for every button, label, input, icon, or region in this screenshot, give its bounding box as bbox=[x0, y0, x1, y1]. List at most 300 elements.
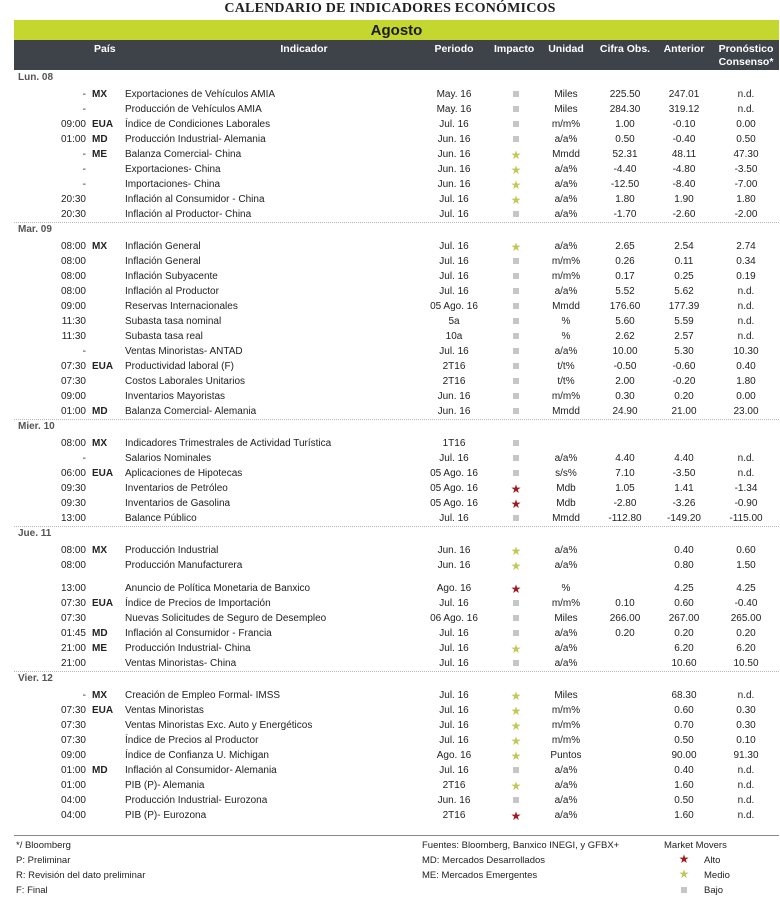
cell-unidad: t/t% bbox=[557, 361, 575, 372]
star-icon: ★ bbox=[510, 582, 522, 596]
cell-pais: MX bbox=[92, 690, 107, 701]
cell-pronostico: n.d. bbox=[737, 765, 755, 776]
impact-cell bbox=[504, 376, 528, 387]
cell-unidad: Miles bbox=[554, 613, 578, 624]
cell-pronostico: n.d. bbox=[737, 468, 755, 479]
cell-anterior: 0.70 bbox=[674, 720, 694, 731]
day-label: Vier. 12 bbox=[18, 673, 53, 684]
cell-pronostico: n.d. bbox=[737, 89, 755, 100]
cell-unidad: m/m% bbox=[551, 720, 581, 731]
cell-anterior: -8.40 bbox=[672, 179, 696, 190]
cell-unidad: a/a% bbox=[554, 241, 578, 252]
cell-cifra: 2.00 bbox=[615, 376, 635, 387]
footer-source: MD: Mercados Desarrollados bbox=[422, 855, 546, 866]
square-icon bbox=[513, 211, 519, 217]
cell-hora: 11:30 bbox=[61, 316, 86, 327]
cell-periodo: Jul. 16 bbox=[439, 598, 469, 609]
cell-pronostico: 0.10 bbox=[736, 735, 756, 746]
cell-cifra: 0.20 bbox=[615, 628, 635, 639]
cell-anterior: 5.59 bbox=[674, 316, 694, 327]
cell-cifra: 0.10 bbox=[615, 598, 635, 609]
table-row bbox=[14, 437, 779, 452]
cell-pronostico: 0.20 bbox=[736, 628, 756, 639]
cell-pais: EUA bbox=[92, 468, 114, 479]
cell-anterior: -0.20 bbox=[672, 376, 696, 387]
table-row bbox=[14, 208, 779, 223]
square-icon bbox=[513, 615, 519, 621]
cell-hora: 06:00 bbox=[60, 468, 86, 479]
square-icon bbox=[513, 797, 519, 803]
cell-periodo: Jul. 16 bbox=[439, 256, 469, 267]
table-row bbox=[14, 315, 779, 330]
cell-unidad: a/a% bbox=[554, 658, 578, 669]
cell-indicador: Subasta tasa nominal bbox=[125, 316, 222, 327]
cell-anterior: 4.25 bbox=[674, 583, 694, 594]
cell-indicador: Exportaciones de Vehículos AMIA bbox=[125, 89, 276, 100]
impact-cell bbox=[504, 780, 528, 793]
square-icon bbox=[513, 91, 519, 97]
cell-cifra: 2.62 bbox=[615, 331, 635, 342]
cell-unidad: a/a% bbox=[554, 560, 578, 571]
cell-pronostico: -115.00 bbox=[729, 513, 763, 524]
impact-cell bbox=[504, 119, 528, 130]
cell-hora: - bbox=[82, 690, 86, 701]
cell-pronostico: n.d. bbox=[737, 316, 755, 327]
cell-cifra: -1.70 bbox=[613, 209, 637, 220]
header-pronostico bbox=[714, 43, 778, 69]
cell-unidad: Miles bbox=[554, 89, 578, 100]
cell-unidad: a/a% bbox=[554, 286, 578, 297]
cell-cifra: 7.10 bbox=[615, 468, 635, 479]
impact-cell bbox=[504, 164, 528, 177]
cell-unidad: Mdb bbox=[556, 498, 576, 509]
cell-unidad: Mmdd bbox=[552, 301, 580, 312]
cell-periodo: Jul. 16 bbox=[439, 194, 469, 205]
day-divider bbox=[14, 526, 779, 527]
star-icon: ★ bbox=[510, 482, 522, 496]
impact-cell bbox=[504, 134, 528, 145]
cell-indicador: Indicadores Trimestrales de Actividad Turística bbox=[125, 438, 332, 449]
footer-rule bbox=[14, 835, 779, 836]
cell-periodo: 05 Ago. 16 bbox=[430, 483, 478, 494]
cell-periodo: Jul. 16 bbox=[439, 658, 469, 669]
table-row bbox=[14, 390, 779, 405]
star-icon: ★ bbox=[510, 544, 522, 558]
table-row bbox=[14, 163, 779, 178]
cell-anterior: 0.25 bbox=[674, 271, 694, 282]
cell-unidad: a/a% bbox=[554, 134, 578, 145]
cell-unidad: a/a% bbox=[554, 795, 578, 806]
cell-hora: 09:00 bbox=[60, 301, 86, 312]
cell-unidad: Mdb bbox=[556, 483, 576, 494]
cell-anterior: -149.20 bbox=[667, 513, 701, 524]
star-icon: ★ bbox=[510, 178, 522, 192]
cell-pronostico: 0.00 bbox=[736, 119, 756, 130]
cell-indicador: Importaciones- China bbox=[125, 179, 221, 190]
impact-cell bbox=[504, 613, 528, 624]
square-icon bbox=[513, 600, 519, 606]
cell-periodo: Jul. 16 bbox=[439, 735, 469, 746]
impact-cell bbox=[504, 765, 528, 776]
cell-anterior: 1.41 bbox=[674, 483, 694, 494]
impact-cell bbox=[504, 598, 528, 609]
table-row bbox=[14, 285, 779, 300]
cell-indicador: Anuncio de Política Monetaria de Banxico bbox=[125, 583, 311, 594]
cell-cifra: 0.30 bbox=[615, 391, 635, 402]
star-icon: ★ bbox=[510, 559, 522, 573]
cell-periodo: Jul. 16 bbox=[439, 643, 469, 654]
impact-cell bbox=[504, 149, 528, 162]
table-row bbox=[14, 512, 779, 527]
cell-periodo: 05 Ago. 16 bbox=[430, 498, 478, 509]
star-icon: ★ bbox=[510, 240, 522, 254]
cell-periodo: Jun. 16 bbox=[437, 164, 471, 175]
table-row bbox=[14, 627, 779, 642]
cell-unidad: a/a% bbox=[554, 545, 578, 556]
cell-hora: 04:00 bbox=[60, 795, 86, 806]
cell-hora: 09:00 bbox=[60, 750, 86, 761]
table-row bbox=[14, 240, 779, 255]
cell-indicador: Inflación al Consumidor - China bbox=[125, 194, 265, 205]
cell-hora: 08:00 bbox=[60, 256, 86, 267]
table-row bbox=[14, 360, 779, 375]
cell-unidad: a/a% bbox=[554, 209, 578, 220]
footer-note: F: Final bbox=[16, 885, 48, 896]
cell-indicador: Reservas Internacionales bbox=[125, 301, 238, 312]
cell-anterior: 177.39 bbox=[668, 301, 700, 312]
star-icon: ★ bbox=[510, 642, 522, 656]
star-icon: ★ bbox=[510, 148, 522, 162]
cell-indicador: Productividad laboral (F) bbox=[125, 361, 234, 372]
impact-cell bbox=[504, 658, 528, 669]
impact-cell bbox=[504, 453, 528, 464]
square-icon bbox=[681, 887, 687, 893]
cell-unidad: Miles bbox=[554, 104, 578, 115]
square-icon bbox=[513, 348, 519, 354]
cell-pronostico: 0.60 bbox=[736, 545, 756, 556]
cell-indicador: Inventarios de Petróleo bbox=[125, 483, 228, 494]
cell-unidad: Puntos bbox=[550, 750, 582, 761]
cell-pronostico: 0.30 bbox=[736, 705, 756, 716]
impact-cell bbox=[504, 179, 528, 192]
cell-periodo: Ago. 16 bbox=[436, 583, 472, 594]
cell-periodo: Jul. 16 bbox=[439, 720, 469, 731]
cell-indicador: Producción Industrial bbox=[125, 545, 219, 556]
impact-cell bbox=[504, 705, 528, 718]
square-icon bbox=[513, 408, 519, 414]
impact-cell bbox=[504, 438, 528, 449]
cell-pronostico: 47.30 bbox=[733, 149, 759, 160]
cell-pais: ME bbox=[92, 149, 107, 160]
header-indicador: Indicador bbox=[280, 43, 328, 55]
header-impacto: Impacto bbox=[494, 43, 535, 55]
cell-periodo: Jul. 16 bbox=[439, 690, 469, 701]
cell-hora: 13:00 bbox=[60, 583, 86, 594]
cell-unidad: m/m% bbox=[551, 391, 581, 402]
table-row bbox=[14, 330, 779, 345]
cell-pais: MD bbox=[92, 134, 108, 145]
cell-periodo: 2T16 bbox=[442, 361, 466, 372]
cell-periodo: Jul. 16 bbox=[439, 286, 469, 297]
cell-indicador: Aplicaciones de Hipotecas bbox=[125, 468, 243, 479]
cell-unidad: m/m% bbox=[551, 119, 581, 130]
cell-pronostico: n.d. bbox=[737, 104, 755, 115]
cell-anterior: -2.60 bbox=[672, 209, 696, 220]
cell-pronostico: 1.80 bbox=[736, 376, 756, 387]
cell-unidad: m/m% bbox=[551, 271, 581, 282]
impact-cell bbox=[504, 735, 528, 748]
cell-pronostico: 10.50 bbox=[733, 658, 759, 669]
cell-hora: 01:00 bbox=[60, 134, 86, 145]
star-icon: ★ bbox=[510, 193, 522, 207]
cell-unidad: a/a% bbox=[554, 765, 578, 776]
cell-anterior: 247.01 bbox=[668, 89, 700, 100]
cell-hora: 07:30 bbox=[60, 705, 86, 716]
star-icon: ★ bbox=[678, 867, 690, 881]
star-icon: ★ bbox=[510, 689, 522, 703]
cell-cifra: -0.50 bbox=[613, 361, 637, 372]
cell-anterior: 0.60 bbox=[674, 598, 694, 609]
square-icon bbox=[513, 393, 519, 399]
cell-hora: 07:30 bbox=[60, 613, 86, 624]
cell-anterior: 2.57 bbox=[674, 331, 694, 342]
star-icon: ★ bbox=[678, 852, 690, 866]
table-row bbox=[14, 88, 779, 103]
cell-unidad: Mmdd bbox=[552, 513, 580, 524]
square-icon bbox=[513, 363, 519, 369]
cell-pais: ME bbox=[92, 643, 107, 654]
cell-unidad: a/a% bbox=[554, 628, 578, 639]
cell-periodo: 2T16 bbox=[442, 810, 466, 821]
cell-periodo: Jul. 16 bbox=[439, 119, 469, 130]
cell-anterior: 0.20 bbox=[674, 391, 694, 402]
impact-cell bbox=[504, 346, 528, 357]
footer-note: P: Preliminar bbox=[16, 855, 71, 866]
cell-hora: 07:30 bbox=[60, 376, 86, 387]
cell-anterior: 48.11 bbox=[671, 149, 697, 160]
cell-cifra: 5.60 bbox=[615, 316, 635, 327]
cell-pais: MX bbox=[92, 545, 107, 556]
cell-unidad: % bbox=[561, 316, 571, 327]
cell-hora: 09:00 bbox=[60, 391, 86, 402]
table-row bbox=[14, 148, 779, 163]
square-icon bbox=[513, 318, 519, 324]
cell-hora: 07:30 bbox=[60, 598, 86, 609]
square-icon bbox=[513, 288, 519, 294]
cell-pais: EUA bbox=[92, 705, 114, 716]
header-pais: País bbox=[94, 43, 116, 55]
table-row bbox=[14, 642, 779, 657]
impact-cell bbox=[504, 241, 528, 254]
table-row bbox=[14, 375, 779, 390]
cell-cifra: 52.31 bbox=[612, 149, 638, 160]
cell-periodo: Jul. 16 bbox=[439, 705, 469, 716]
cell-unidad: a/a% bbox=[554, 194, 578, 205]
footer-source: Fuentes: Bloomberg, Banxico INEGI, y GFBX+ bbox=[422, 840, 620, 851]
cell-hora: - bbox=[82, 104, 86, 115]
cell-pais: MX bbox=[92, 241, 107, 252]
cell-periodo: 05 Ago. 16 bbox=[430, 301, 478, 312]
cell-cifra: 4.40 bbox=[615, 453, 635, 464]
cell-pais: MD bbox=[92, 406, 108, 417]
cell-hora: 08:00 bbox=[60, 241, 86, 252]
cell-pais: EUA bbox=[92, 119, 114, 130]
square-icon bbox=[513, 303, 519, 309]
cell-pronostico: 91.30 bbox=[733, 750, 759, 761]
cell-pais: MD bbox=[92, 628, 108, 639]
cell-pais: EUA bbox=[92, 361, 114, 372]
cell-periodo: 5a bbox=[448, 316, 460, 327]
cell-anterior: 0.80 bbox=[674, 560, 694, 571]
cell-pronostico: 0.19 bbox=[736, 271, 756, 282]
day-label: Jue. 11 bbox=[18, 528, 52, 539]
cell-hora: - bbox=[82, 164, 86, 175]
cell-hora: 01:00 bbox=[60, 765, 86, 776]
cell-periodo: Jun. 16 bbox=[437, 795, 471, 806]
cell-hora: - bbox=[82, 346, 86, 357]
cell-periodo: Jun. 16 bbox=[437, 406, 471, 417]
cell-cifra: 284.30 bbox=[609, 104, 641, 115]
cell-pronostico: n.d. bbox=[737, 780, 755, 791]
star-icon: ★ bbox=[510, 734, 522, 748]
cell-unidad: m/m% bbox=[551, 735, 581, 746]
impact-cell bbox=[504, 795, 528, 806]
cell-anterior: 68.30 bbox=[671, 690, 697, 701]
cell-indicador: Exportaciones- China bbox=[125, 164, 221, 175]
cell-cifra: 10.00 bbox=[612, 346, 638, 357]
cell-indicador: Ventas Minoristas bbox=[125, 705, 204, 716]
cell-pronostico: 6.20 bbox=[736, 643, 756, 654]
table-row bbox=[14, 133, 779, 148]
cell-pais: MX bbox=[92, 89, 107, 100]
square-icon bbox=[513, 630, 519, 636]
impact-cell bbox=[504, 209, 528, 220]
cell-pronostico: 0.00 bbox=[736, 391, 756, 402]
impact-cell bbox=[504, 690, 528, 703]
cell-anterior: 319.12 bbox=[668, 104, 700, 115]
cell-pronostico: -3.50 bbox=[734, 164, 758, 175]
cell-anterior: -0.60 bbox=[672, 361, 696, 372]
cell-cifra: 2.65 bbox=[615, 241, 635, 252]
cell-periodo: 1T16 bbox=[442, 438, 466, 449]
table-row bbox=[14, 794, 779, 809]
cell-pronostico: 1.50 bbox=[736, 560, 756, 571]
star-icon: ★ bbox=[510, 749, 522, 763]
cell-periodo: 05 Ago. 16 bbox=[430, 468, 478, 479]
table-row bbox=[14, 689, 779, 704]
cell-pronostico: 0.50 bbox=[736, 134, 756, 145]
cell-hora: 13:00 bbox=[60, 513, 86, 524]
cell-pais: EUA bbox=[92, 598, 114, 609]
month-bar: Agosto bbox=[14, 20, 779, 40]
cell-cifra: 0.26 bbox=[615, 256, 635, 267]
table-header bbox=[14, 40, 779, 70]
cell-indicador: Producción Industrial- Alemania bbox=[125, 134, 266, 145]
table-body bbox=[14, 70, 779, 825]
table-row bbox=[14, 559, 779, 574]
table-row bbox=[14, 467, 779, 482]
cell-indicador: Nuevas Solicitudes de Seguro de Desempleo bbox=[125, 613, 327, 624]
cell-anterior: 0.50 bbox=[674, 795, 694, 806]
impact-cell bbox=[504, 810, 528, 823]
cell-cifra: 1.05 bbox=[615, 483, 635, 494]
square-icon bbox=[513, 258, 519, 264]
page-title: CALENDARIO DE INDICADORES ECONÓMICOS bbox=[224, 1, 556, 16]
cell-pronostico: n.d. bbox=[737, 690, 755, 701]
legend-title: Market Movers bbox=[664, 840, 727, 851]
square-icon bbox=[513, 136, 519, 142]
impact-cell bbox=[504, 583, 528, 596]
cell-periodo: 2T16 bbox=[442, 780, 466, 791]
cell-indicador: Ventas Minoristas- ANTAD bbox=[125, 346, 243, 357]
cell-indicador: Ventas Minoristas- China bbox=[125, 658, 237, 669]
table-row bbox=[14, 734, 779, 749]
day-divider bbox=[14, 671, 779, 672]
star-icon: ★ bbox=[510, 704, 522, 718]
cell-unidad: % bbox=[561, 331, 571, 342]
cell-anterior: 1.60 bbox=[674, 780, 694, 791]
cell-cifra: 24.90 bbox=[612, 406, 638, 417]
cell-unidad: Mmdd bbox=[552, 406, 580, 417]
cell-unidad: a/a% bbox=[554, 810, 578, 821]
table-row bbox=[14, 764, 779, 779]
table-row bbox=[14, 597, 779, 612]
table-row bbox=[14, 270, 779, 285]
cell-anterior: 5.30 bbox=[674, 346, 694, 357]
table-row bbox=[14, 544, 779, 559]
cell-anterior: 5.62 bbox=[674, 286, 694, 297]
table-row bbox=[14, 704, 779, 719]
cell-pais: MD bbox=[92, 765, 108, 776]
footer-note: R: Revisión del dato preliminar bbox=[16, 870, 146, 881]
cell-anterior: -4.80 bbox=[672, 164, 696, 175]
cell-hora: 08:00 bbox=[60, 560, 86, 571]
impact-cell bbox=[504, 498, 528, 511]
cell-cifra: -2.80 bbox=[613, 498, 637, 509]
impact-cell bbox=[504, 406, 528, 417]
cell-anterior: 0.40 bbox=[674, 765, 694, 776]
cell-indicador: Índice de Confianza U. Michigan bbox=[125, 750, 269, 761]
day-divider bbox=[14, 419, 779, 420]
header-cifra: Cifra Obs. bbox=[599, 43, 651, 55]
cell-pronostico: n.d. bbox=[737, 810, 755, 821]
cell-indicador: Balanza Comercial- Alemania bbox=[125, 406, 257, 417]
table-row bbox=[14, 779, 779, 794]
cell-hora: - bbox=[82, 149, 86, 160]
cell-hora: 11:30 bbox=[61, 331, 86, 342]
cell-indicador: Balance Público bbox=[125, 513, 197, 524]
legend-label: Alto bbox=[704, 855, 721, 866]
cell-anterior: -3.26 bbox=[672, 498, 696, 509]
impact-cell bbox=[504, 628, 528, 639]
cell-indicador: Inventarios Mayoristas bbox=[125, 391, 226, 402]
square-icon bbox=[513, 470, 519, 476]
cell-hora: 07:30 bbox=[60, 735, 86, 746]
cell-pronostico: 1.80 bbox=[736, 194, 756, 205]
cell-indicador: Subasta tasa real bbox=[125, 331, 203, 342]
cell-pronostico: -1.34 bbox=[734, 483, 758, 494]
cell-indicador: Producción Industrial- China bbox=[125, 643, 251, 654]
cell-cifra: -12.50 bbox=[610, 179, 640, 190]
table-row bbox=[14, 482, 779, 497]
cell-indicador: Índice de Precios al Productor bbox=[125, 735, 259, 746]
cell-hora: 01:00 bbox=[60, 780, 86, 791]
cell-anterior: 10.60 bbox=[671, 658, 697, 669]
cell-pronostico: 10.30 bbox=[733, 346, 759, 357]
legend-medio bbox=[664, 868, 754, 883]
impact-cell bbox=[504, 286, 528, 297]
header-anterior: Anterior bbox=[663, 43, 705, 55]
